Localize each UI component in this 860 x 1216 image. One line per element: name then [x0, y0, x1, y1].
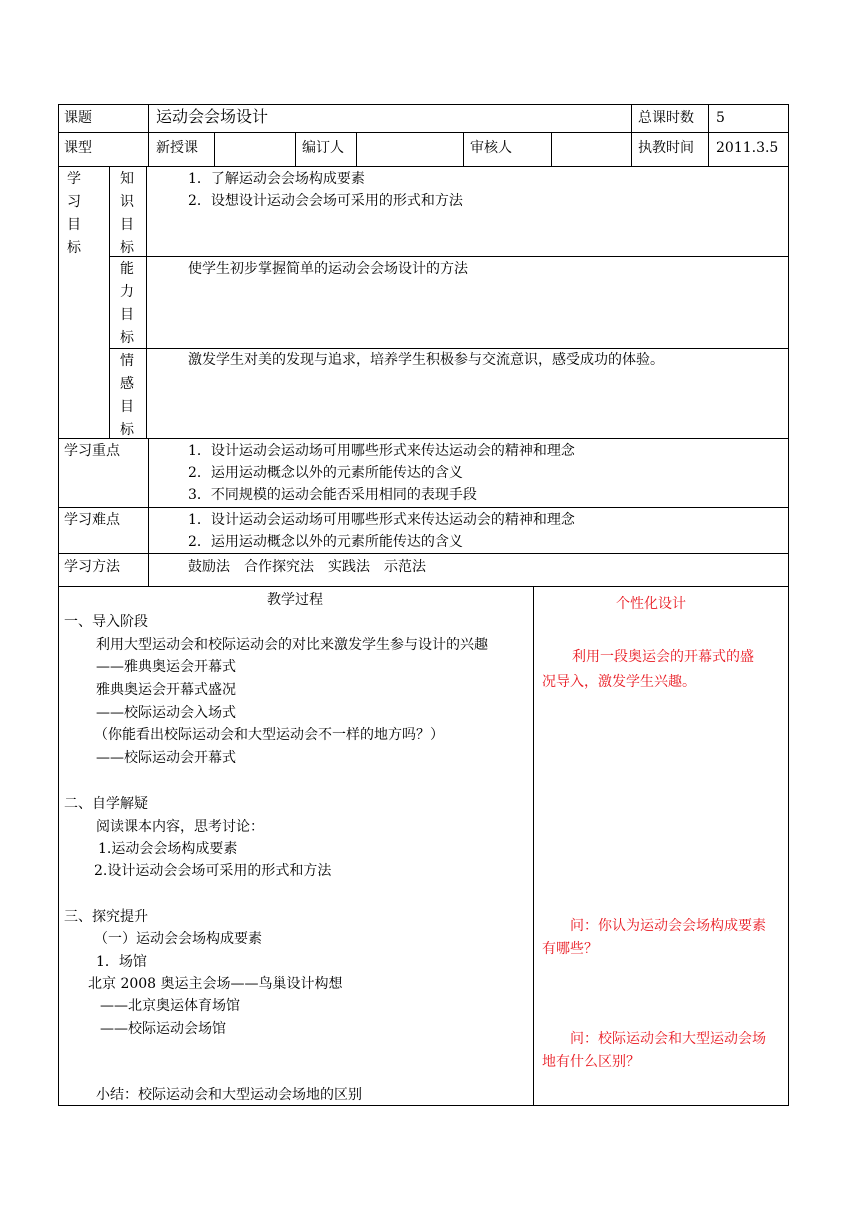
process-line: 一、导入阶段: [64, 614, 148, 630]
reviewer-label: 审核人: [470, 140, 512, 156]
process-line: 小结：校际运动会和大型运动会场地的区别: [96, 1087, 362, 1103]
emotion-label: 情感目标: [120, 353, 134, 438]
ability-label: 能力目标: [120, 261, 134, 346]
rule-hours-left: [631, 104, 632, 166]
rule-objectives: [58, 438, 789, 439]
rule-objective-sub-col: [146, 166, 147, 438]
personal-note-1-cont: 况导入，激发学生兴趣。: [542, 674, 696, 690]
process-line: 利用大型运动会和校际运动会的对比来激发学生参与设计的兴趣: [96, 637, 488, 653]
ability-text: 使学生初步掌握简单的运动会会场设计的方法: [188, 261, 468, 277]
process-line: 1．场馆: [96, 954, 147, 970]
methods-text: 鼓励法 合作探究法 实践法 示范法: [188, 559, 426, 575]
process-line: 2.设计运动会会场可采用的形式和方法: [94, 863, 332, 879]
rule-knowledge: [109, 256, 789, 257]
difficulty-2: 2．运用运动概念以外的元素所能传达的含义: [188, 534, 463, 550]
knowledge-item-2: 2．设想设计运动会会场可采用的形式和方法: [188, 193, 463, 209]
date-value: 2011.3.5: [716, 140, 779, 156]
rule-left: [58, 104, 59, 1106]
process-line: ——雅典奥运会开幕式: [96, 659, 236, 675]
process-line: 三、探究提升: [64, 909, 148, 925]
difficulty-1: 1．设计运动会运动场可用哪些形式来传达运动会的精神和理念: [188, 512, 575, 528]
process-line: （你能看出校际运动会和大型运动会不一样的地方吗？）: [94, 727, 444, 743]
rule-ability: [109, 348, 789, 349]
rule-process-split: [533, 586, 534, 1106]
rule-label-col-2: [148, 438, 149, 586]
total-hours-value: 5: [716, 110, 725, 126]
key-point-2: 2．运用运动概念以外的元素所能传达的含义: [188, 465, 463, 481]
rule-hours-right: [708, 104, 709, 166]
personal-note-2-cont: 有哪些？: [542, 941, 598, 957]
objectives-label: 学习目标: [67, 171, 81, 256]
difficulties-label: 学习难点: [64, 512, 120, 528]
rule-reviewer-left: [463, 132, 464, 166]
date-label: 执教时间: [638, 140, 694, 156]
emotion-text: 激发学生对美的发现与追求，培养学生积极参与交流意识，感受成功的体验。: [188, 352, 664, 368]
rule-objective-col: [109, 166, 110, 438]
personal-title: 个性化设计: [616, 596, 686, 612]
editor-label: 编订人: [302, 140, 344, 156]
process-line: ——校际运动会开幕式: [96, 750, 236, 766]
rule-editor-right: [356, 132, 357, 166]
knowledge-label: 知识目标: [120, 171, 134, 256]
personal-note-3: 问：校际运动会和大型运动会场: [570, 1031, 766, 1047]
rule-right: [788, 104, 789, 1106]
rule-type-right: [214, 132, 215, 166]
process-line: ——校际运动会场馆: [100, 1021, 226, 1037]
process-line: ——校际运动会入场式: [96, 705, 236, 721]
type-label: 课型: [64, 140, 92, 156]
process-line: 二、自学解疑: [64, 796, 148, 812]
process-line: 雅典奥运会开幕式盛况: [96, 682, 236, 698]
rule-methods: [58, 586, 789, 587]
rule-difficulties: [58, 553, 789, 554]
personal-note-3-cont: 地有什么区别？: [542, 1054, 640, 1070]
rule-reviewer-right: [551, 132, 552, 166]
process-title: 教学过程: [267, 592, 323, 608]
type-value: 新授课: [156, 140, 198, 156]
personal-note-2: 问：你认为运动会会场构成要素: [570, 918, 766, 934]
knowledge-item-1: 1．了解运动会会场构成要素: [188, 171, 365, 187]
personal-note-1: 利用一段奥运会的开幕式的盛: [572, 649, 754, 665]
rule-row1: [58, 132, 789, 133]
process-line: 阅读课本内容，思考讨论：: [96, 819, 264, 835]
rule-label-col: [148, 104, 149, 166]
rule-keypoints: [58, 507, 789, 508]
lesson-title: 运动会会场设计: [156, 107, 269, 126]
process-line: 1.运动会会场构成要素: [98, 841, 238, 857]
key-point-1: 1．设计运动会运动场可用哪些形式来传达运动会的精神和理念: [188, 443, 575, 459]
total-hours-label: 总课时数: [638, 110, 694, 126]
lesson-label: 课题: [64, 110, 92, 126]
process-line: （一）运动会会场构成要素: [94, 931, 262, 947]
process-line: ——北京奥运体育场馆: [100, 998, 240, 1014]
rule-top: [58, 104, 789, 105]
key-point-3: 3．不同规模的运动会能否采用相同的表现手段: [188, 487, 477, 503]
key-points-label: 学习重点: [64, 443, 120, 459]
rule-editor-left: [295, 132, 296, 166]
rule-bottom: [58, 1105, 789, 1106]
methods-label: 学习方法: [64, 559, 120, 575]
rule-row2: [58, 166, 789, 167]
process-line: 北京 2008 奥运主会场——鸟巢设计构想: [88, 976, 343, 992]
